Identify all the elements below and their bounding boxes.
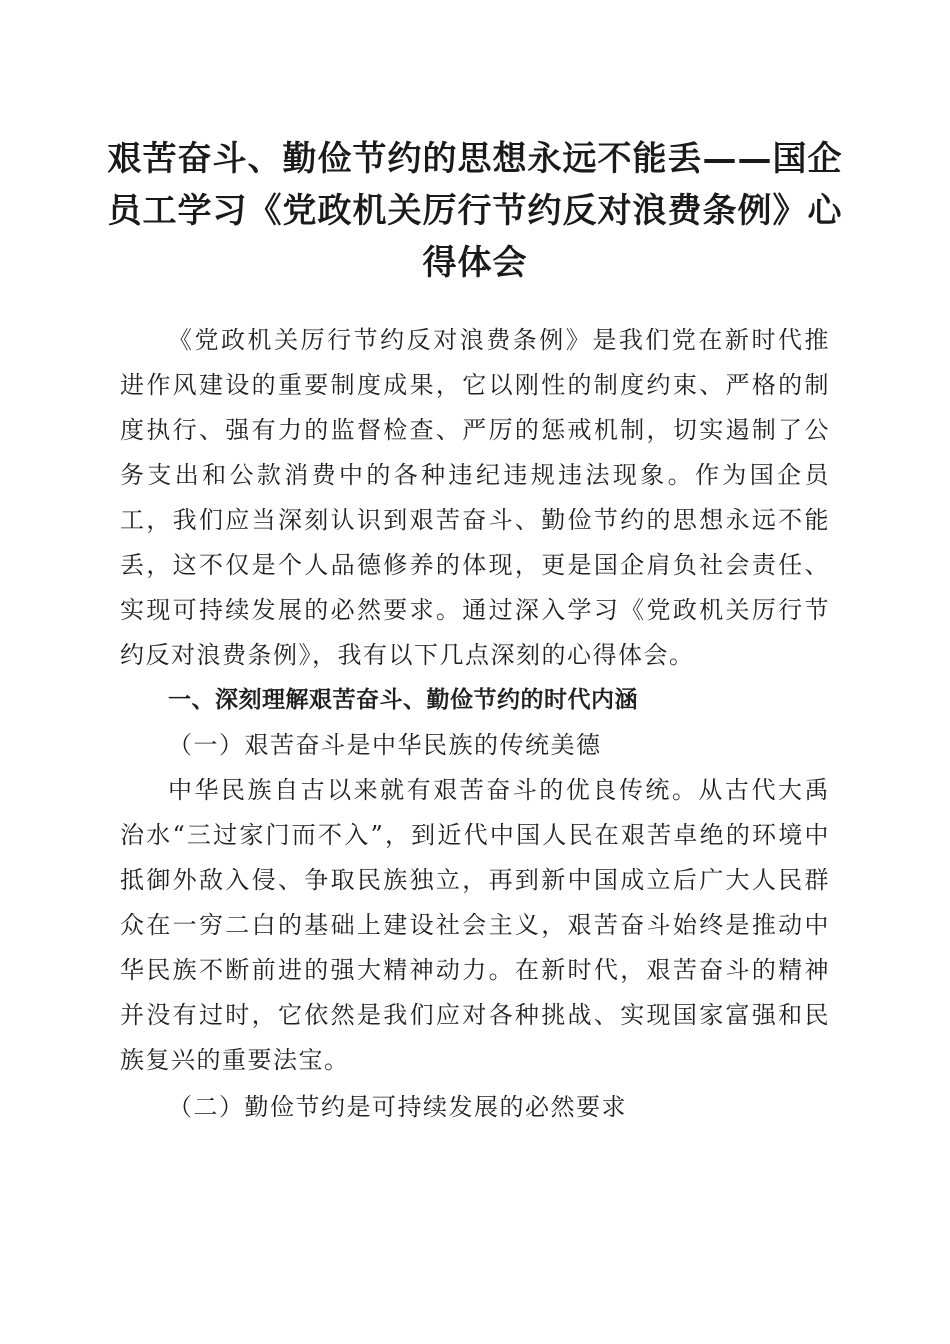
document-title: 艰苦奋斗、勤俭节约的思想永远不能丢——国企员工学习《党政机关厉行节约反对浪费条例》心得体会 bbox=[107, 139, 843, 283]
intro-paragraph: 《党政机关厉行节约反对浪费条例》是我们党在新时代推进作风建设的重要制度成果，它以刚性的制度约束、严格的制度执行、强有力的监督检查、严厉的惩戒机制，切实遏制了公务支出和公款消费中的各种违纪违规违法现象。作为国企员工，我们应当深刻认识到艰苦奋斗、勤俭节约的思想永远不能丢，这不仅是个人品德修养的体现，更是国企肩负社会责任、实现可持续发展的必然要求。通过深入学习《党政机关厉行节约反对浪费条例》，我有以下几点深刻的心得体会。 bbox=[120, 326, 830, 669]
subsection-heading-2: （二）勤俭节约是可持续发展的必然要求 bbox=[168, 1093, 627, 1121]
subsection-heading-1: （一）艰苦奋斗是中华民族的传统美德 bbox=[168, 731, 602, 759]
document-body bbox=[120, 318, 830, 1130]
subsection-1-paragraph: 中华民族自古以来就有艰苦奋斗的优良传统。从古代大禹治水“三过家门而不入”，到近代中国人民在艰苦卓绝的环境中抵御外敌入侵、争取民族独立，再到新中国成立后广大人民群众在一穷二白的基础上建设社会主义，艰苦奋斗始终是推动中华民族不断前进的强大精神动力。在新时代，艰苦奋斗的精神并没有过时，它依然是我们应对各种挑战、实现国家富强和民族复兴的重要法宝。 bbox=[120, 776, 830, 1074]
section-heading-1: 一、深刻理解艰苦奋斗、勤俭节约的时代内涵 bbox=[168, 687, 638, 713]
